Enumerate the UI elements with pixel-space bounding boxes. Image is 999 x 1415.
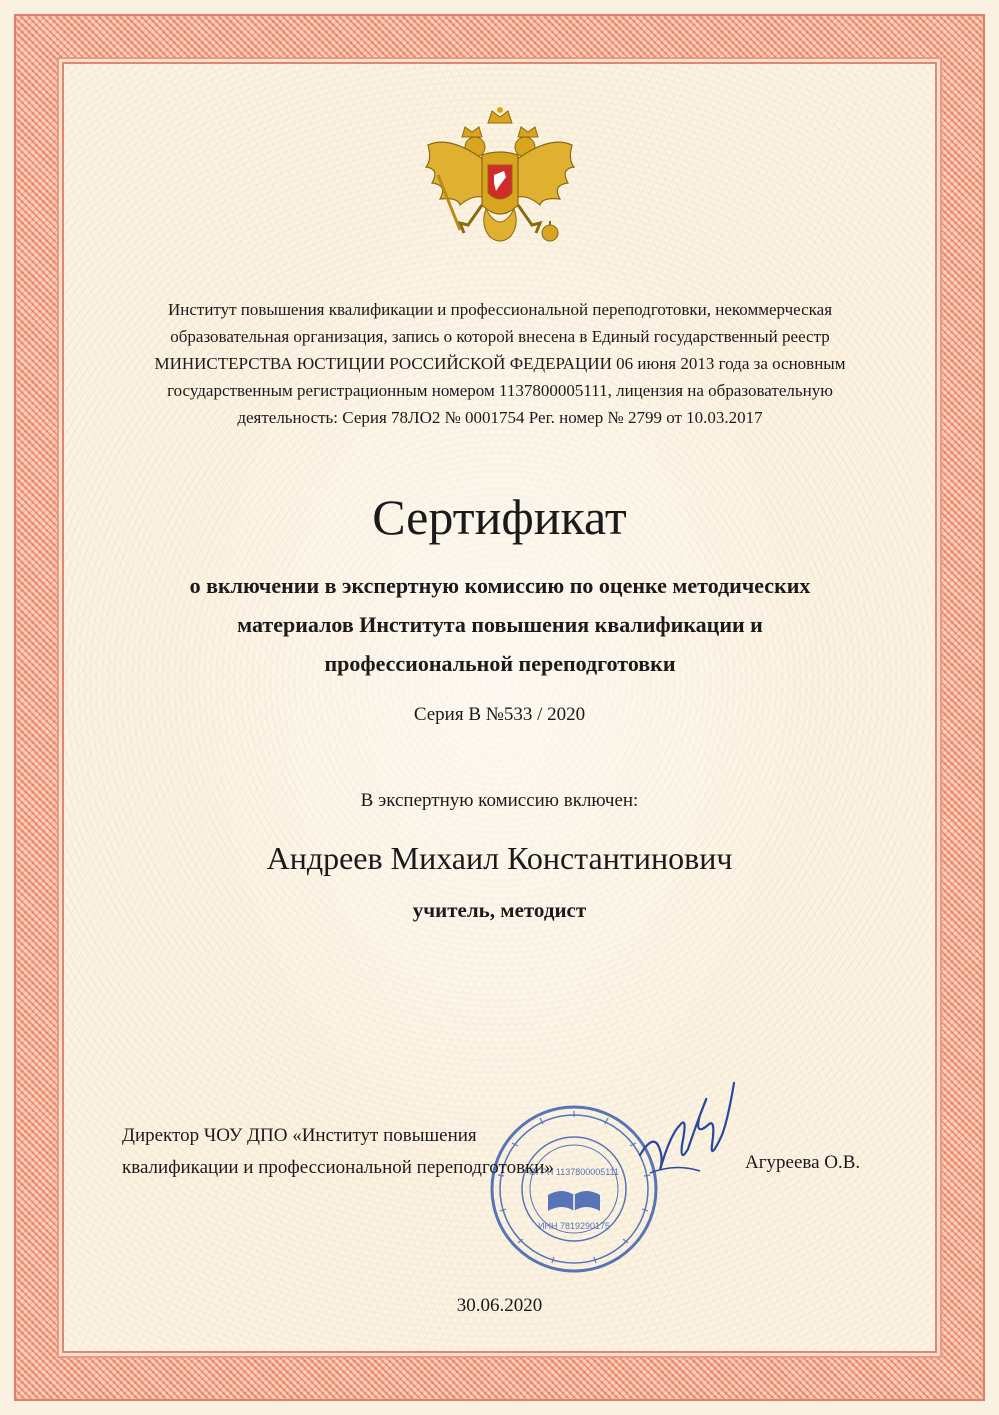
subtitle-line: о включении в экспертную комиссию по оценке методических [189, 573, 811, 598]
included-label: В экспертную комиссию включен: [360, 790, 639, 811]
header-line: образовательная организация, запись о которой внесена в Единый государственный реестр [170, 327, 830, 346]
subtitle-line: материалов Института повышения квалификации и [237, 612, 763, 637]
coat-of-arms-emblem [420, 105, 580, 260]
signer-name: Агуреева О.В. [745, 1152, 861, 1173]
director-line: квалификации и профессиональной переподготовки» [122, 1157, 554, 1178]
certificate-subtitle [140, 566, 860, 683]
header-line: Институт повышения квалификации и профессиональной переподготовки, некоммерческая [167, 300, 833, 319]
institute-registration-info [110, 296, 890, 431]
seal-ogrn: ОГРН 1137800005111 [529, 1167, 619, 1177]
header-line: государственным регистрационным номером 1137800005111, лицензия на образовательную [167, 381, 833, 400]
director-signature [630, 1075, 740, 1195]
recipient-name: Андреев Михаил Константинович [266, 840, 733, 876]
director-title [122, 1120, 642, 1184]
certificate-series: Серия В №533 / 2020 [413, 704, 586, 725]
header-line: деятельность: Серия 78ЛО2 № 0001754 Рег. номер № 2799 от 10.03.2017 [237, 408, 763, 427]
seal-inn: ИНН 7819290175 [537, 1221, 611, 1231]
issue-date: 30.06.2020 [456, 1295, 543, 1316]
header-line: МИНИСТЕРСТВА ЮСТИЦИИ РОССИЙСКОЙ ФЕДЕРАЦИИ 06 июня 2013 года за основным [154, 354, 846, 373]
director-line: Директор ЧОУ ДПО «Институт повышения [122, 1125, 477, 1146]
recipient-position: учитель, методист [412, 898, 587, 922]
certificate-title: Сертификат [372, 489, 627, 545]
subtitle-line: профессиональной переподготовки [324, 651, 676, 676]
